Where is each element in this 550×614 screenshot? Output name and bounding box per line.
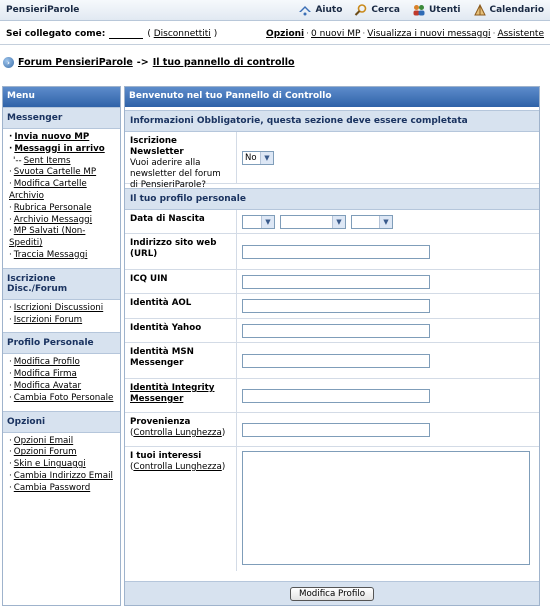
chevron-down-icon: ▼: [332, 216, 345, 228]
location-check-wrap: (Controlla Lunghezza): [130, 428, 226, 438]
website-row: [125, 234, 539, 270]
section-title-subscriptions: Iscrizione Disc./Forum: [3, 268, 120, 300]
integrity-input[interactable]: [242, 389, 430, 403]
interests-check-link[interactable]: Controlla Lunghezza: [133, 462, 222, 472]
options-link[interactable]: Opzioni: [266, 29, 305, 39]
separator: ·: [362, 29, 366, 39]
search-label: Cerca: [371, 5, 400, 15]
interests-label: I tuoi interessi: [130, 451, 202, 461]
birth-day-select[interactable]: [242, 215, 275, 229]
login-status: [6, 29, 217, 39]
calendar-label: Calendario: [489, 5, 544, 15]
interests-value-cell: [237, 447, 539, 571]
icq-input[interactable]: [242, 275, 430, 289]
chevron-down-icon: ▼: [379, 216, 392, 228]
sidebar-item-empty-folders[interactable]: Svuota Cartelle MP: [13, 167, 97, 178]
users-label: Utenti: [428, 5, 461, 15]
sidebar-item[interactable]: · Cambia Password: [9, 482, 91, 493]
search-icon: [354, 3, 368, 17]
icq-row: [125, 270, 539, 294]
messenger-list: [3, 129, 120, 268]
sidebar-item-edit-folders[interactable]: Modifica Cartelle Archivio: [9, 179, 87, 201]
integrity-label[interactable]: Identità Integrity Messenger: [130, 383, 215, 404]
disconnect-wrap: ( Disconnettiti ): [147, 29, 218, 39]
birthdate-value-cell: [237, 210, 539, 233]
disconnect-link[interactable]: Disconnettiti: [153, 29, 211, 39]
profile-band: Il tuo profilo personale: [125, 188, 539, 210]
location-label-cell: [125, 413, 237, 446]
location-input[interactable]: [242, 423, 430, 437]
sidebar-item-change-email[interactable]: Cambia Indirizzo Email: [13, 470, 113, 481]
sidebar-item[interactable]: · Cambia Foto Personale: [9, 392, 114, 403]
birth-month-select[interactable]: [280, 215, 346, 229]
integrity-value-cell: [237, 379, 539, 412]
sidebar-menu: [2, 86, 121, 606]
top-links: [298, 3, 544, 17]
birthdate-label: Data di Nascita: [125, 210, 237, 233]
users-icon: [412, 3, 426, 17]
breadcrumb-forum-link[interactable]: Forum PensieriParole: [18, 57, 133, 68]
sidebar-item[interactable]: · Opzioni Forum: [9, 447, 77, 458]
sidebar-item-track-messages[interactable]: Traccia Messaggi: [13, 249, 88, 260]
interests-check-wrap: (Controlla Lunghezza): [130, 462, 226, 472]
sidebar-item-change-photo[interactable]: Cambia Foto Personale: [13, 392, 114, 403]
sidebar-item-message-archive[interactable]: Archivio Messaggi: [13, 214, 93, 225]
sidebar-item[interactable]: · Messaggi in arrivo: [9, 143, 105, 154]
aol-value-cell: [237, 294, 539, 318]
sidebar-item-email-options[interactable]: Opzioni Email: [13, 435, 74, 446]
sidebar-item-edit-signature[interactable]: Modifica Firma: [13, 369, 77, 380]
sidebar-item[interactable]: · Modifica Firma: [9, 369, 77, 380]
msn-value-cell: [237, 343, 539, 378]
sidebar-item-saved-pm[interactable]: MP Salvati (Non-Spediti): [9, 226, 86, 249]
sidebar-item-inbox[interactable]: Messaggi in arrivo: [14, 143, 105, 154]
sidebar-title: Menu: [3, 87, 120, 107]
msn-row: [125, 343, 539, 379]
section-title-messenger: Messenger: [3, 107, 120, 129]
location-row: [125, 413, 539, 447]
aol-row: [125, 294, 539, 319]
user-bar: [0, 24, 550, 45]
subscriptions-list: [3, 300, 120, 333]
yahoo-label: Identità Yahoo: [125, 319, 237, 342]
form-footer: [125, 581, 539, 605]
help-link[interactable]: [298, 3, 342, 17]
sidebar-item[interactable]: · Traccia Messaggi: [9, 249, 88, 260]
required-info-band: Informazioni Obbligatorie, questa sezione deve essere completata: [125, 110, 539, 132]
newsletter-row: [125, 132, 539, 190]
sidebar-item[interactable]: · Rubrica Personale: [9, 202, 92, 213]
icq-label: ICQ UIN: [125, 270, 237, 293]
sidebar-item[interactable]: · Modifica Profilo: [9, 357, 80, 368]
calendar-link[interactable]: [473, 3, 545, 17]
separator: ·: [492, 29, 496, 39]
separator: ·: [306, 29, 310, 39]
birthdate-row: [125, 210, 539, 234]
panel-title: Benvenuto nel tuo Pannello di Controllo: [125, 87, 539, 107]
sidebar-item[interactable]: · Invia nuovo MP: [9, 132, 90, 142]
location-check-link[interactable]: Controlla Lunghezza: [133, 428, 222, 438]
newsletter-description: Vuoi aderire alla newsletter del forum di PensieriParole?: [130, 158, 221, 190]
chevron-down-icon: ▼: [260, 152, 273, 164]
interests-label-cell: [125, 447, 237, 571]
sidebar-item[interactable]: · Skin e Linguaggi: [9, 459, 86, 470]
options-list: [3, 433, 120, 501]
control-panel: [124, 86, 540, 606]
yahoo-input[interactable]: [242, 324, 430, 338]
users-link[interactable]: [412, 3, 461, 17]
sidebar-item-address-book[interactable]: Rubrica Personale: [13, 202, 92, 213]
edit-profile-button[interactable]: Modifica Profilo: [290, 587, 374, 601]
sidebar-item[interactable]: · Cambia Indirizzo Email: [9, 470, 113, 481]
interests-row: [125, 447, 539, 571]
nav-arrow-icon: ›: [3, 57, 14, 68]
site-brand[interactable]: PensieriParole: [6, 5, 80, 15]
assistance-link[interactable]: Assistente: [497, 29, 544, 39]
yahoo-row: [125, 319, 539, 343]
interests-textarea[interactable]: [242, 451, 530, 565]
sidebar-item-change-password[interactable]: Cambia Password: [13, 482, 91, 493]
newsletter-label: Iscrizione Newsletter: [130, 136, 184, 157]
section-title-options: Opzioni: [3, 411, 120, 433]
sidebar-item-skin-language[interactable]: Skin e Linguaggi: [13, 459, 86, 470]
profile-list: [3, 354, 120, 410]
newsletter-selected-value: No: [245, 152, 257, 163]
sidebar-item[interactable]: · Iscrizioni Discussioni: [9, 302, 104, 313]
breadcrumb: [3, 57, 295, 68]
yahoo-value-cell: [237, 319, 539, 342]
icq-value-cell: [237, 270, 539, 293]
sidebar-item-sent-items[interactable]: Sent Items: [23, 155, 71, 166]
sidebar-item[interactable]: '-- Sent Items: [13, 155, 71, 166]
calendar-icon: [473, 3, 487, 17]
sidebar-item-edit-avatar[interactable]: Modifica Avatar: [13, 380, 82, 391]
section-title-profile: Profilo Personale: [3, 332, 120, 354]
sidebar-item[interactable]: · Svuota Cartelle MP: [9, 167, 97, 178]
sidebar-item[interactable]: · Modifica Avatar: [9, 380, 82, 391]
aol-label: Identità AOL: [125, 294, 237, 318]
user-links: [266, 29, 544, 39]
sidebar-item-topic-subs[interactable]: Iscrizioni Discussioni: [13, 302, 104, 313]
integrity-label-cell: [125, 379, 237, 412]
username-placeholder: [109, 38, 143, 39]
msn-input[interactable]: [242, 354, 430, 368]
integrity-row: [125, 379, 539, 413]
sidebar-item-edit-profile[interactable]: Modifica Profilo: [13, 357, 80, 368]
sidebar-item[interactable]: · Modifica Cartelle Archivio: [9, 179, 87, 201]
search-link[interactable]: [354, 3, 400, 17]
newsletter-select[interactable]: [242, 151, 274, 165]
website-label: Indirizzo sito web (URL): [125, 234, 237, 269]
sidebar-item[interactable]: · Archivio Messaggi: [9, 214, 93, 225]
website-input[interactable]: [242, 245, 430, 259]
sidebar-item-forum-options[interactable]: Opzioni Forum: [13, 447, 77, 458]
breadcrumb-arrow: ->: [136, 57, 149, 68]
sidebar-item[interactable]: · Opzioni Email: [9, 435, 74, 446]
chevron-down-icon: ▼: [261, 216, 274, 228]
location-value-cell: [237, 413, 539, 446]
top-bar: [0, 0, 550, 21]
birth-year-select[interactable]: [351, 215, 393, 229]
aol-input[interactable]: [242, 299, 430, 313]
location-label: Provenienza: [130, 417, 191, 427]
help-label: Aiuto: [315, 5, 343, 15]
breadcrumb-current-link[interactable]: Il tuo pannello di controllo: [152, 57, 295, 68]
sidebar-item[interactable]: · MP Salvati (Non-Spediti): [9, 226, 86, 249]
sidebar-item[interactable]: · Iscrizioni Forum: [9, 314, 83, 325]
view-new-messages-link[interactable]: Visualizza i nuovi messaggi: [367, 29, 491, 39]
new-pm-link[interactable]: 0 nuovi MP: [311, 29, 361, 39]
website-value-cell: [237, 234, 539, 269]
help-icon: [298, 3, 312, 17]
newsletter-value-cell: [237, 132, 539, 183]
msn-label: Identità MSN Messenger: [125, 343, 237, 378]
logged-as-label: Sei collegato come:: [6, 29, 106, 39]
sidebar-item-forum-subs[interactable]: Iscrizioni Forum: [13, 314, 83, 325]
sidebar-item-send-pm[interactable]: Invia nuovo MP: [14, 132, 90, 142]
newsletter-label-cell: [125, 132, 237, 190]
